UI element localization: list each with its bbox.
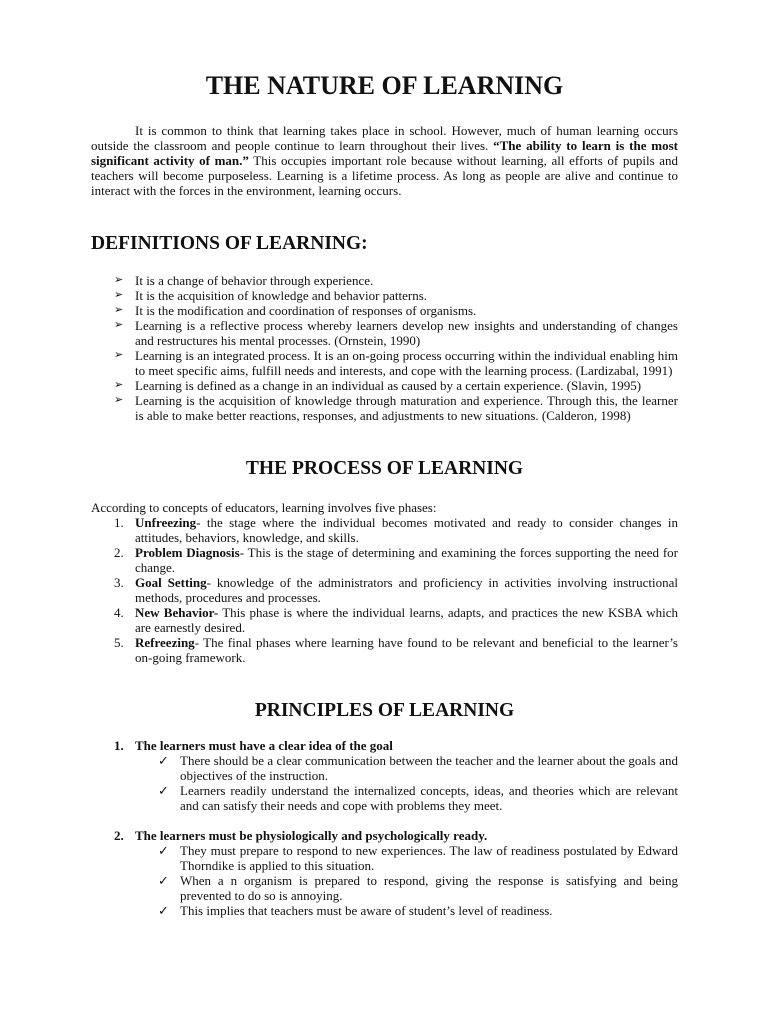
checkmark-icon: ✓ — [158, 783, 169, 798]
phase-item: 5. Refreezing- The final phases where learning have found to be relevant and beneficial to the learner’s on-going framework. — [114, 635, 678, 665]
principle-heading: The learners must be physiologically and psychologically ready. — [135, 828, 488, 843]
checkmark-icon: ✓ — [158, 873, 169, 888]
principle-item: 2. The learners must be physiologically and psychologically ready. ✓ They must prepare to respond to new experiences. The law of readiness postulated by Edward Thorndike is applied to this situation. ✓ When a n organism is prepared to respond, giving the response is satisfying and being prevented to do so is annoying. ✓ This implies that teachers must be aware of student’s level of readiness. — [114, 828, 678, 918]
definition-item: ➢ It is the modification and coordination of responses of organisms. — [114, 303, 477, 318]
phase-term: Refreezing — [135, 635, 195, 650]
phase-item: 2. Problem Diagnosis- This is the stage of determining and examining the forces supporting the need for change. — [114, 545, 678, 575]
phase-item: 1. Unfreezing- the stage where the individual becomes motivated and ready to consider changes in attitudes, behaviors, knowledge, and skills. — [114, 515, 678, 545]
process-phase-list — [91, 515, 678, 665]
arrow-bullet-icon: ➢ — [114, 304, 124, 316]
nature-quote: “The ability to learn is the most significant activity of man.” — [91, 138, 679, 168]
arrow-bullet-icon: ➢ — [114, 349, 124, 361]
definition-item: ➢ Learning is defined as a change in an individual as caused by a certain experience. (Slavin, 1995) — [114, 378, 642, 393]
phase-item: 3. Goal Setting- knowledge of the administrators and proficiency in activities involving instructional methods, procedures and processes. — [114, 575, 678, 605]
principle-point: ✓ This implies that teachers must be aware of student’s level of readiness. — [158, 903, 553, 918]
arrow-bullet-icon: ➢ — [114, 379, 124, 391]
checkmark-icon: ✓ — [158, 753, 169, 768]
principles-list — [91, 738, 678, 918]
definition-item: ➢ Learning is a reflective process whereby learners develop new insights and understanding of changes and restructures his mental processes. (Ornstein, 1990) — [114, 318, 678, 348]
definitions-list — [91, 273, 678, 423]
phase-term: Problem Diagnosis — [135, 545, 240, 560]
principle-points — [135, 753, 678, 813]
process-intro: According to concepts of educators, learning involves five phases: — [91, 500, 437, 515]
arrow-bullet-icon: ➢ — [114, 274, 124, 286]
principle-points — [135, 843, 678, 918]
checkmark-icon: ✓ — [158, 843, 169, 858]
process-title: THE PROCESS OF LEARNING — [245, 458, 524, 479]
definition-item: ➢ It is the acquisition of knowledge and behavior patterns. — [114, 288, 428, 303]
principle-heading: The learners must have a clear idea of the goal — [135, 738, 393, 753]
phase-term: Goal Setting — [135, 575, 207, 590]
phase-term: New Behavior- — [135, 605, 219, 620]
definition-item: ➢ Learning is the acquisition of knowledge through maturation and experience. Through this, the learner is able to make better reactions, responses, and adjustments to new situations. (Calderon, 1998) — [114, 393, 678, 423]
arrow-bullet-icon: ➢ — [114, 394, 124, 406]
nature-title: THE NATURE OF LEARNING — [205, 71, 564, 100]
principles-title: PRINCIPLES OF LEARNING — [254, 700, 515, 721]
nature-text-after: This occupies important role because without learning, all efforts of pupils and teachers will become purposeless. Learning is a lifetime process. As long as people are alive and continue to interact with the forces in the environment, learning occurs. — [91, 153, 679, 198]
principle-point: ✓ When a n organism is prepared to respond, giving the response is satisfying and being prevented to do so is annoying. — [158, 873, 678, 903]
definitions-heading: DEFINITIONS OF LEARNING: — [91, 233, 368, 254]
principle-point: ✓ They must prepare to respond to new experiences. The law of readiness postulated by Edward Thorndike is applied to this situation. — [158, 843, 678, 873]
definition-item: ➢ It is a change of behavior through experience. — [114, 273, 374, 288]
arrow-bullet-icon: ➢ — [114, 289, 124, 301]
nature-paragraph — [91, 123, 678, 198]
principle-point: ✓ Learners readily understand the internalized concepts, ideas, and theories which are relevant and can satisfy their needs and cope with problems they meet. — [158, 783, 678, 813]
document-content — [91, 71, 679, 918]
phase-item: 4. New Behavior- This phase is where the individual learns, adapts, and practices the new KSBA which are earnestly desired. — [114, 605, 678, 635]
definition-item: ➢ Learning is an integrated process. It is an on-going process occurring within the individual enabling him to meet specific aims, fulfill needs and interests, and cope with the learning process. (Lardizabal, 1991) — [114, 348, 678, 378]
nature-text-before: It is common to think that learning takes place in school. However, much of human learning occurs outside the classroom and people continue to learn throughout their lives. — [91, 123, 678, 153]
checkmark-icon: ✓ — [158, 903, 169, 918]
principle-point: ✓ There should be a clear communication between the teacher and the learner about the goals and objectives of the instruction. — [158, 753, 678, 783]
arrow-bullet-icon: ➢ — [114, 319, 124, 331]
principle-item: 1. The learners must have a clear idea of the goal ✓ There should be a clear communication between the teacher and the learner about the goals and objectives of the instruction. ✓ Learners readily understand the internalized concepts, ideas, and theories which are relevant and can satisfy their needs and cope with problems they meet. — [114, 738, 678, 813]
phase-term: Unfreezing — [135, 515, 197, 530]
